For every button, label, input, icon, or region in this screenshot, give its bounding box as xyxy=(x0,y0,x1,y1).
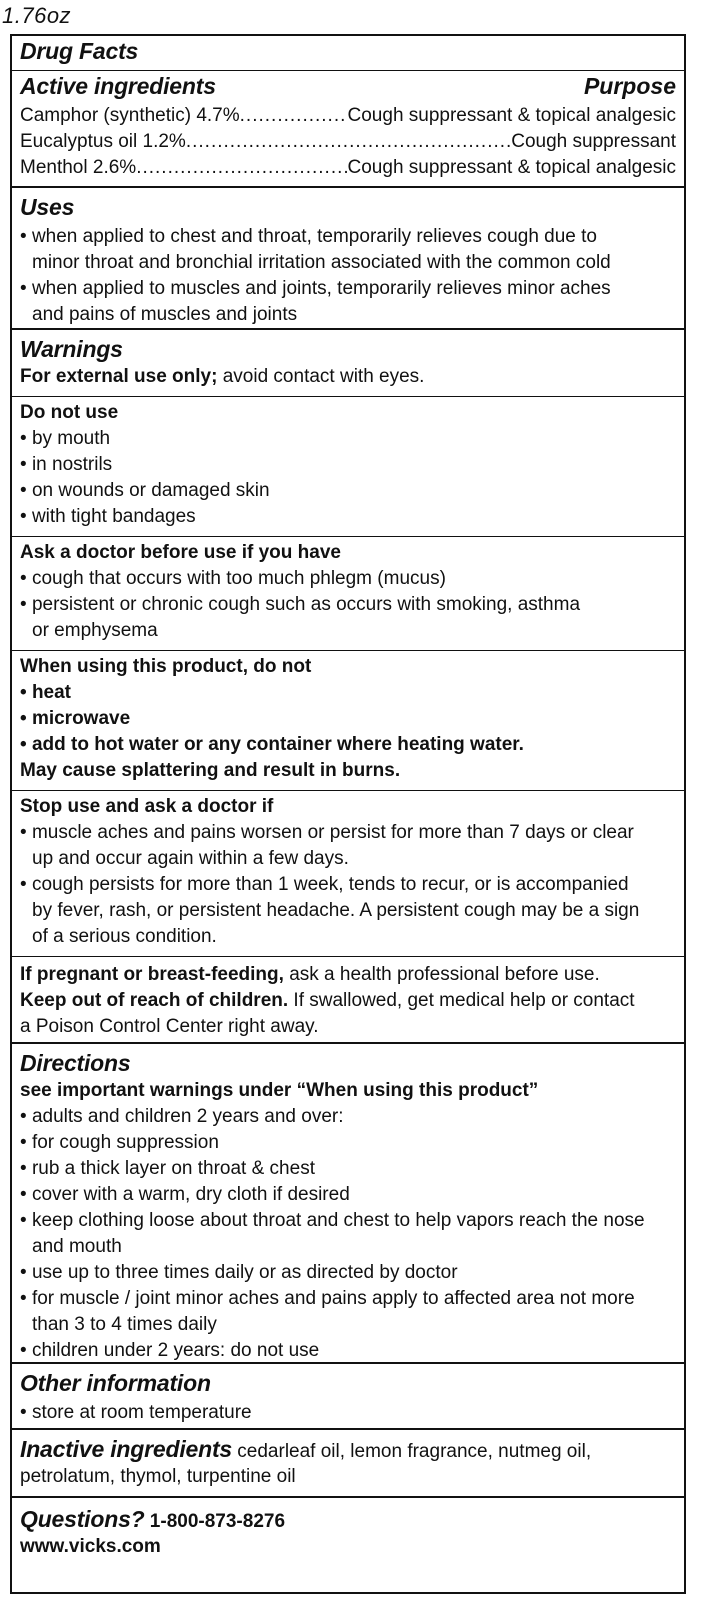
stop-use-heading: Stop use and ask a doctor if xyxy=(20,796,274,817)
list-item: • children under 2 years: do not use xyxy=(20,1340,320,1361)
divider xyxy=(12,536,684,537)
ingredient-row xyxy=(20,155,676,181)
ingredient-purpose: Cough suppressant & topical analgesic xyxy=(347,157,676,178)
list-item: • with tight bandages xyxy=(20,506,196,527)
uses-section xyxy=(12,186,684,330)
list-item: • on wounds or damaged skin xyxy=(20,480,270,501)
inactive-ingredients-line: Inactive ingredients cedarleaf oil, lemon fragrance, nutmeg oil, xyxy=(20,1436,592,1462)
website-link[interactable]: www.vicks.com xyxy=(20,1536,161,1557)
divider xyxy=(12,956,684,957)
keep-out-line: Keep out of reach of children. If swallowed, get medical help or contact xyxy=(20,990,635,1011)
drug-facts-title: Drug Facts xyxy=(20,38,139,64)
ingredient-name: Eucalyptus oil 1.2% xyxy=(20,131,186,152)
list-item-continued: minor throat and bronchial irritation associated with the common cold xyxy=(32,252,611,273)
list-item: • for muscle / joint minor aches and pains apply to affected area not more xyxy=(20,1288,635,1309)
ask-doctor-heading: Ask a doctor before use if you have xyxy=(20,542,341,563)
list-item: • rub a thick layer on throat & chest xyxy=(20,1158,315,1179)
list-item: • microwave xyxy=(20,708,131,729)
directions-heading: Directions xyxy=(20,1050,131,1076)
list-item: • by mouth xyxy=(20,428,111,449)
pregnant-line: If pregnant or breast-feeding, ask a health professional before use. xyxy=(20,964,600,985)
directions-subtitle: see important warnings under “When using this product” xyxy=(20,1080,539,1101)
ingredient-name: Menthol 2.6% xyxy=(20,157,137,178)
leader-dots xyxy=(186,129,511,155)
list-item: • when applied to chest and throat, temporarily relieves cough due to xyxy=(20,226,598,247)
list-item: • cough that occurs with too much phlegm (mucus) xyxy=(20,568,446,589)
questions-section xyxy=(12,1496,684,1592)
list-item: • for cough suppression xyxy=(20,1132,219,1153)
list-item: • store at room temperature xyxy=(20,1402,252,1423)
other-information-heading: Other information xyxy=(20,1370,211,1396)
list-item-continued: and mouth xyxy=(32,1236,122,1257)
ingredient-name: Camphor (synthetic) 4.7% xyxy=(20,105,240,126)
purpose-heading: Purpose xyxy=(583,73,676,99)
divider xyxy=(12,396,684,397)
keep-out-line-continued: a Poison Control Center right away. xyxy=(20,1016,319,1037)
list-item: • add to hot water or any container where heating water. xyxy=(20,734,524,755)
net-weight: 1.76oz xyxy=(2,3,72,28)
other-information-section xyxy=(12,1362,684,1430)
inactive-ingredients-section xyxy=(12,1428,684,1498)
list-item: • use up to three times daily or as directed by doctor xyxy=(20,1262,458,1283)
list-item: • adults and children 2 years and over: xyxy=(20,1106,344,1127)
ingredient-row xyxy=(20,129,676,155)
leader-dots xyxy=(240,103,348,129)
external-use-line: For external use only; avoid contact with eyes. xyxy=(20,366,425,387)
inactive-ingredients-continued: petrolatum, thymol, turpentine oil xyxy=(20,1466,296,1487)
leader-dots xyxy=(136,155,347,181)
list-item-continued: up and occur again within a few days. xyxy=(32,848,349,869)
ingredient-row xyxy=(20,103,676,129)
ingredient-purpose: Cough suppressant & topical analgesic xyxy=(347,105,676,126)
list-item: • cough persists for more than 1 week, tends to recur, or is accompanied xyxy=(20,874,629,895)
warnings-heading: Warnings xyxy=(20,336,123,362)
warnings-section xyxy=(12,328,684,1048)
divider xyxy=(12,650,684,651)
burn-warning: May cause splattering and result in burns. xyxy=(20,760,401,781)
list-item: • cover with a warm, dry cloth if desired xyxy=(20,1184,350,1205)
do-not-use-heading: Do not use xyxy=(20,402,119,423)
list-item-continued: by fever, rash, or persistent headache. A persistent cough may be a sign xyxy=(32,900,640,921)
when-using-heading: When using this product, do not xyxy=(20,656,312,677)
list-item: • when applied to muscles and joints, temporarily relieves minor aches xyxy=(20,278,611,299)
directions-section xyxy=(12,1042,684,1368)
list-item: • persistent or chronic cough such as occurs with smoking, asthma xyxy=(20,594,581,615)
list-item: • in nostrils xyxy=(20,454,113,475)
divider xyxy=(12,790,684,791)
questions-line: Questions? 1-800-873-8276 xyxy=(20,1506,286,1532)
ingredient-purpose: Cough suppressant xyxy=(511,131,676,152)
list-item-continued: of a serious condition. xyxy=(32,926,217,947)
uses-heading: Uses xyxy=(20,194,75,220)
active-ingredients-heading: Active ingredients xyxy=(20,73,216,99)
list-item-continued: and pains of muscles and joints xyxy=(32,304,298,325)
list-item: • muscle aches and pains worsen or persist for more than 7 days or clear xyxy=(20,822,634,843)
phone-number: 1-800-873-8276 xyxy=(149,1511,286,1532)
list-item: • keep clothing loose about throat and chest to help vapors reach the nose xyxy=(20,1210,645,1231)
list-item-continued: or emphysema xyxy=(32,620,158,641)
list-item-continued: than 3 to 4 times daily xyxy=(32,1314,217,1335)
drug-facts-panel xyxy=(10,34,686,1594)
list-item: • heat xyxy=(20,682,72,703)
